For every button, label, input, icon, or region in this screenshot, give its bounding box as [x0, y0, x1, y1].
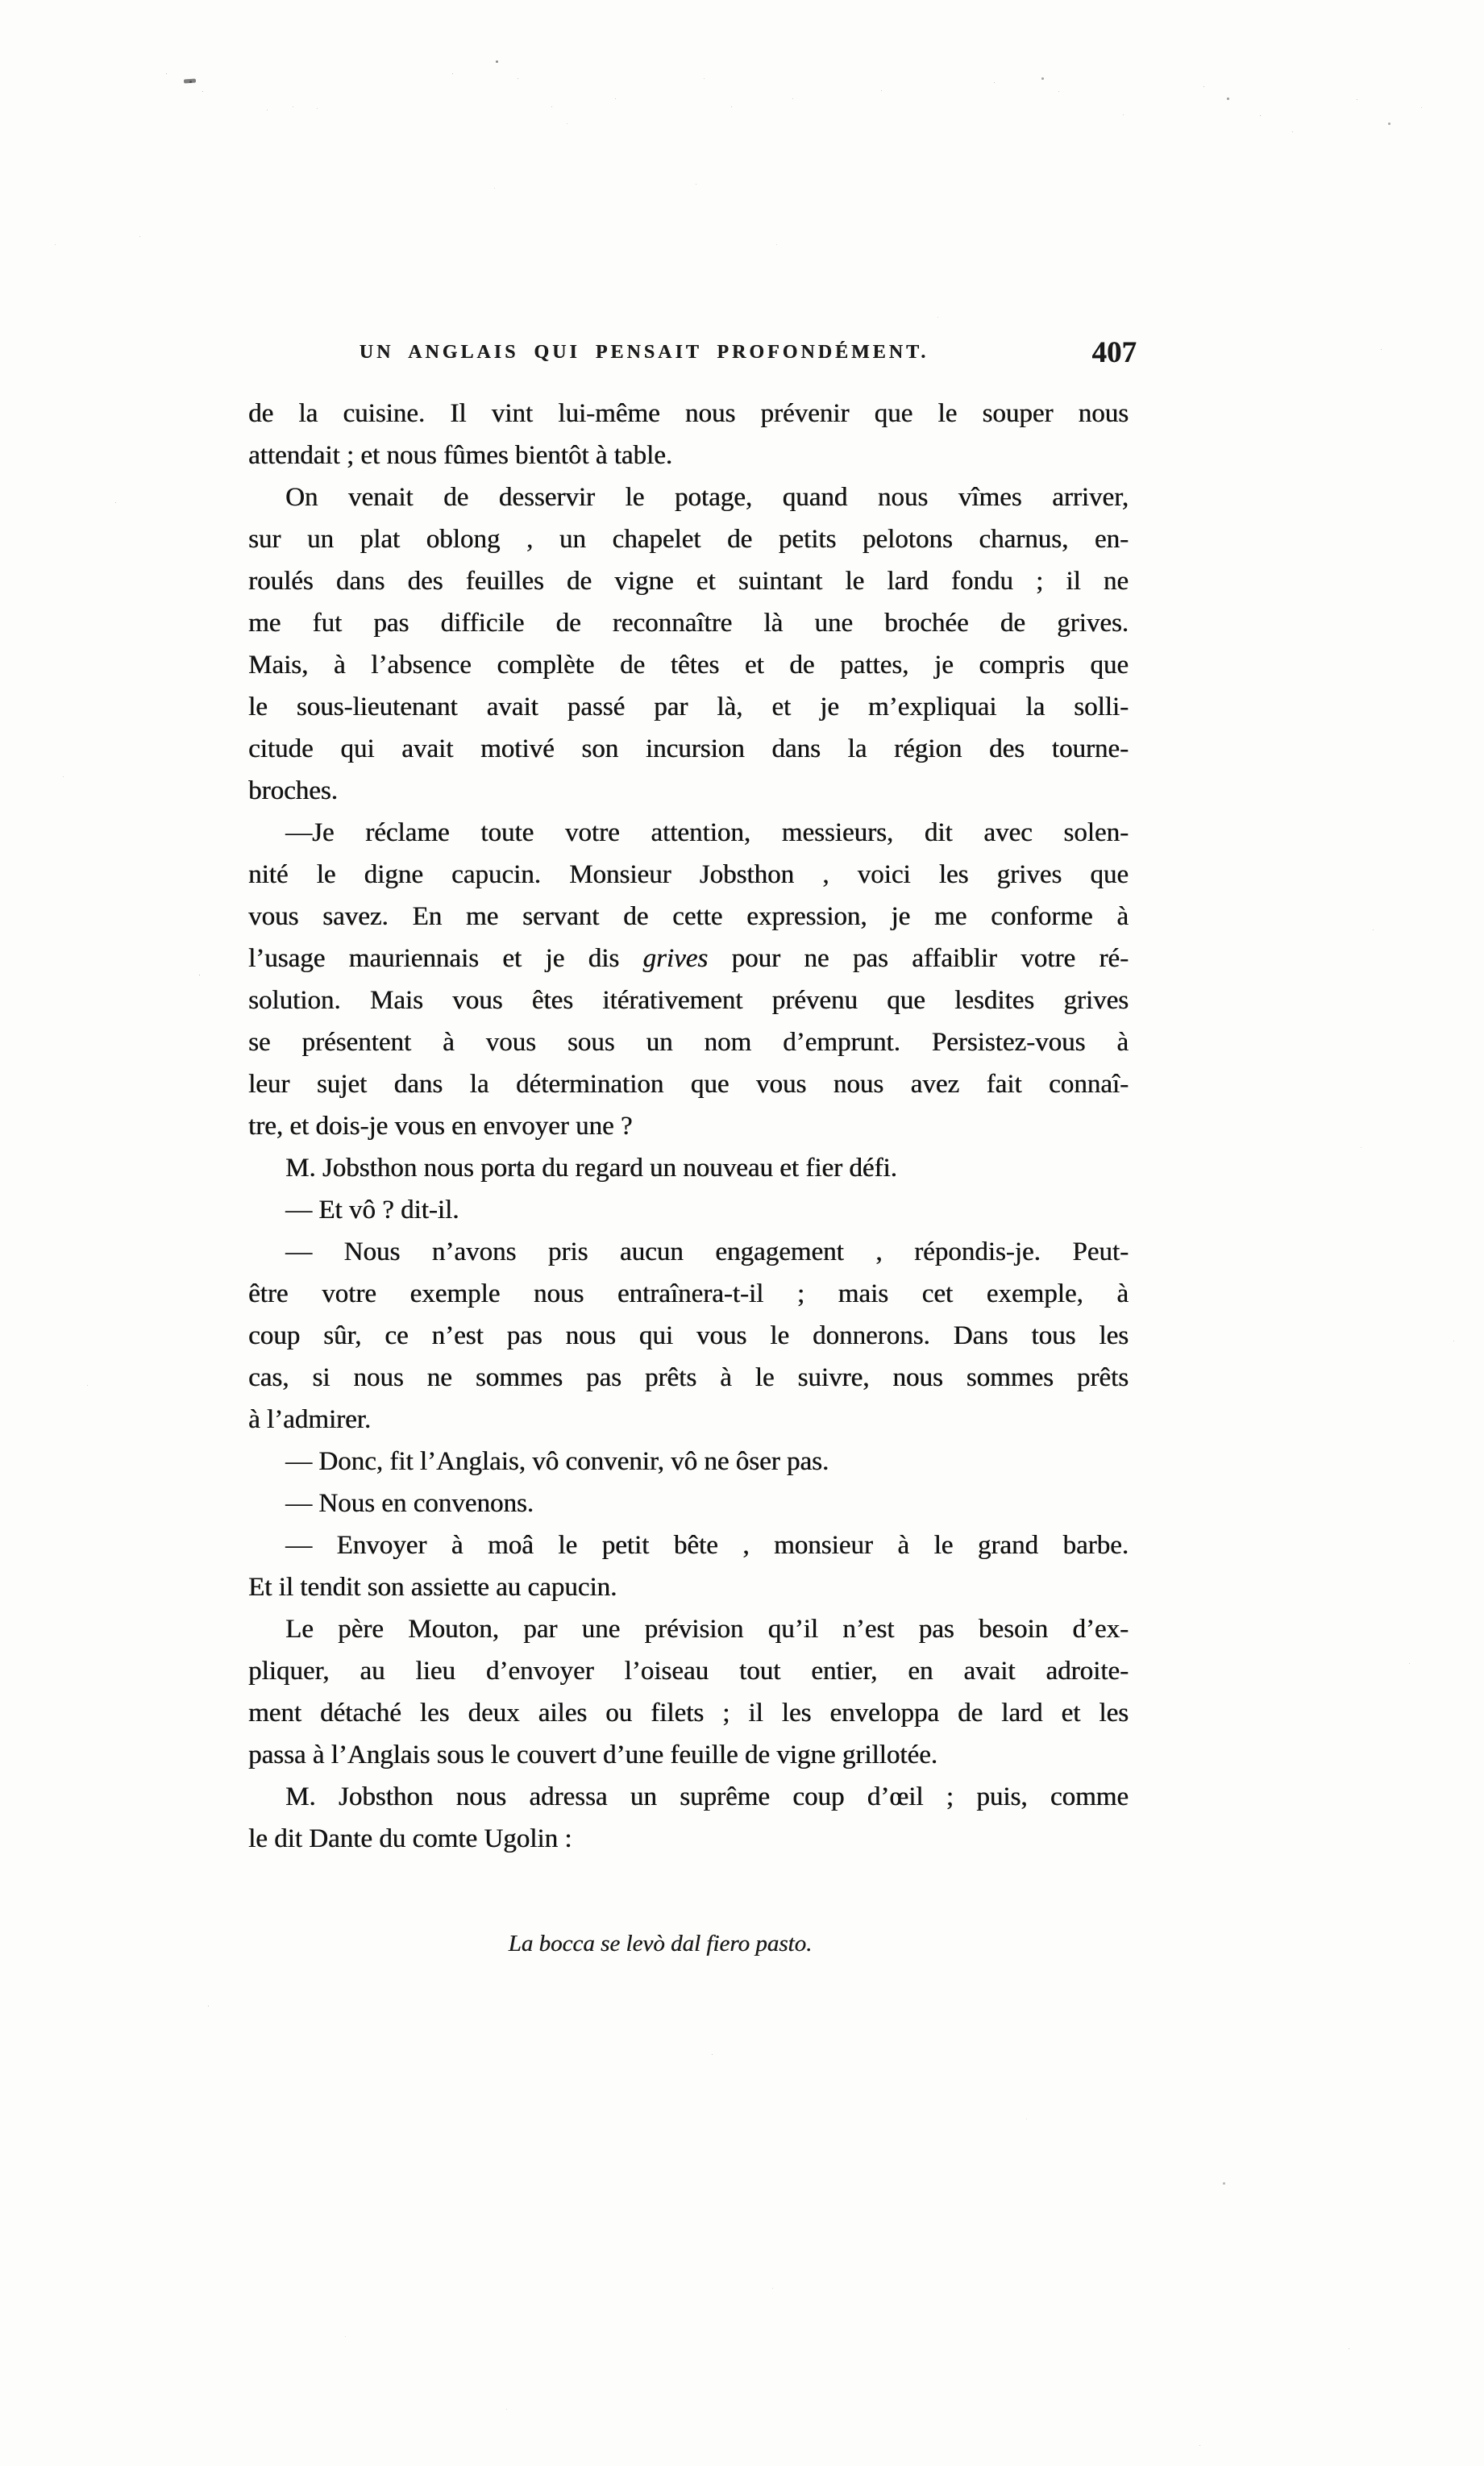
text-segment: l’usage mauriennais et je dis — [248, 944, 643, 973]
text-line: nité le digne capucin. Monsieur Jobsthon , voici les grives que — [248, 860, 1129, 889]
page-number: 407 — [1091, 336, 1137, 369]
text-line: — Envoyer à moâ le petit bête , monsieur à le grand barbe. — [285, 1531, 1129, 1560]
text-line: attendait ; et nous fûmes bientôt à table. — [248, 441, 673, 470]
text-segment: pour ne pas affaiblir votre ré- — [708, 944, 1129, 973]
text-line: leur sujet dans la détermination que vous nous avez fait connaî- — [248, 1070, 1129, 1099]
text-line: — Donc, fit l’Anglais, vô convenir, vô ne ôser pas. — [285, 1447, 829, 1476]
text-line: On venait de desservir le potage, quand nous vîmes arriver, — [285, 483, 1129, 512]
italic-quote: La bocca se levò dal fiero pasto. — [508, 1931, 813, 1957]
text-line: pliquer, au lieu d’envoyer l’oiseau tout entier, en avait adroite- — [248, 1657, 1129, 1686]
paragraph — [248, 1189, 1129, 1231]
text-block — [248, 393, 1129, 1957]
paragraph — [248, 1483, 1129, 1524]
text-line: Et il tendit son assiette au capucin. — [248, 1573, 617, 1602]
text-line: ment détaché les deux ailes ou filets ; il les enveloppa de lard et les — [248, 1699, 1129, 1728]
paragraph — [248, 393, 1129, 476]
running-header — [248, 336, 1137, 377]
scan-noise-specks — [0, 0, 2, 2]
text-line: se présentent à vous sous un nom d’emprunt. Persistez-vous à — [248, 1028, 1129, 1057]
paragraph — [248, 1608, 1129, 1776]
text-line: —Je réclame toute votre attention, messieurs, dit avec solen- — [285, 818, 1129, 847]
text-line: cas, si nous ne sommes pas prêts à le suivre, nous sommes prêts — [248, 1363, 1129, 1392]
text-line: citude qui avait motivé son incursion dans la région des tourne- — [248, 734, 1129, 763]
text-line: — Nous n’avons pris aucun engagement , répondis-je. Peut- — [285, 1237, 1129, 1266]
text-line: broches. — [248, 776, 338, 805]
text-line — [248, 938, 1129, 979]
paragraph — [248, 1776, 1129, 1860]
text-line: coup sûr, ce n’est pas nous qui vous le donnerons. Dans tous les — [248, 1321, 1129, 1350]
text-line: solution. Mais vous êtes itérativement prévenu que lesdites grives — [248, 986, 1129, 1015]
text-line: tre, et dois-je vous en envoyer une ? — [248, 1112, 633, 1141]
running-title: UN ANGLAIS QUI PENSAIT PROFONDÉMENT. — [359, 342, 929, 363]
text-line: passa à l’Anglais sous le couvert d’une feuille de vigne grillotée. — [248, 1740, 937, 1769]
scan-smudge — [184, 78, 196, 83]
paragraph — [248, 1231, 1129, 1441]
text-line: M. Jobsthon nous porta du regard un nouveau et fier défi. — [285, 1154, 897, 1183]
paragraph — [248, 1524, 1129, 1608]
paragraph — [248, 1147, 1129, 1189]
paragraph — [248, 812, 1129, 1147]
text-line: — Et vô ? dit-il. — [285, 1196, 459, 1225]
text-line: le dit Dante du comte Ugolin : — [248, 1824, 572, 1853]
text-line: me fut pas difficile de reconnaître là une brochée de grives. — [248, 609, 1129, 638]
text-line: le sous-lieutenant avait passé par là, et je m’expliquai la solli- — [248, 692, 1129, 722]
text-line: — Nous en convenons. — [285, 1489, 534, 1518]
text-line: de la cuisine. Il vint lui-même nous prévenir que le souper nous — [248, 399, 1129, 428]
text-line: sur un plat oblong , un chapelet de petits pelotons charnus, en- — [248, 525, 1129, 554]
text-line: Le père Mouton, par une prévision qu’il n’est pas besoin d’ex- — [285, 1615, 1129, 1644]
text-line: à l’admirer. — [248, 1405, 372, 1434]
text-line: vous savez. En me servant de cette expression, je me conforme à — [248, 902, 1129, 931]
text-line: être votre exemple nous entraînera-t-il ; mais cet exemple, à — [248, 1279, 1129, 1308]
paragraph — [248, 476, 1129, 812]
paragraph — [248, 1441, 1129, 1483]
italic-word: grives — [642, 944, 709, 973]
text-line: roulés dans des feuilles de vigne et suintant le lard fondu ; il ne — [248, 567, 1129, 596]
text-line: M. Jobsthon nous adressa un suprême coup d’œil ; puis, comme — [285, 1782, 1129, 1811]
text-line: Mais, à l’absence complète de têtes et de pattes, je compris que — [248, 651, 1129, 680]
